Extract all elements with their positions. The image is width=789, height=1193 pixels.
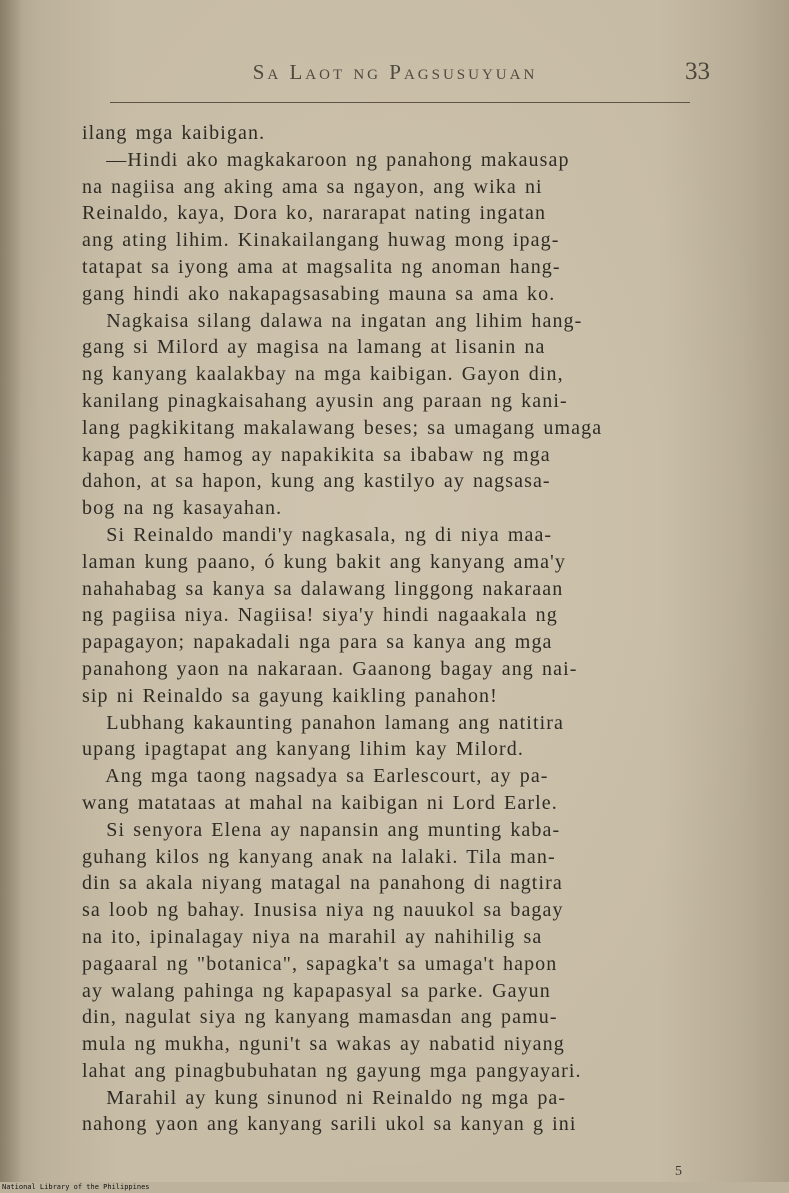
text-line: —Hindi ako magkakaroon ng panahong makausap	[82, 148, 570, 171]
signature-mark: 5	[675, 1164, 682, 1179]
text-line: upang ipagtapat ang kanyang lihim kay Milord.	[82, 738, 524, 761]
text-line: Si Reinaldo mandi'y nagkasala, ng di niya maa-	[82, 523, 553, 546]
text-line: guhang kilos ng kanyang anak na lalaki. Tila man-	[82, 845, 556, 868]
text-line: na ito, ipinalagay niya na marahil ay nahihilig sa	[82, 925, 543, 948]
text-line: nahahabag sa kanya sa dalawang linggong nakaraan	[82, 577, 564, 600]
text-line: dahon, at sa hapon, kung ang kastilyo ay nagsasa-	[82, 470, 551, 493]
text-line: mula ng mukha, nguni't sa wakas ay nabatid niyang	[82, 1033, 565, 1056]
text-line: ay walang pahinga ng kapapasyal sa parke. Gayun	[82, 979, 551, 1002]
text-line: Lubhang kakaunting panahon lamang ang natitira	[82, 711, 564, 734]
text-line: kanilang pinagkaisahang ayusin ang paraan ng kani-	[82, 389, 568, 412]
text-line: din sa akala niyang matagal na panahong di nagtira	[82, 872, 563, 895]
text-line: wang matataas at mahal na kaibigan ni Lord Earle.	[82, 791, 558, 814]
text-line: panahong yaon na nakaraan. Gaanong bagay ang nai-	[82, 657, 578, 680]
text-line: ilang mga kaibigan.	[82, 122, 266, 144]
text-line: tatapat sa iyong ama at magsalita ng anoman hang-	[82, 255, 561, 278]
text-line: Si senyora Elena ay napansin ang munting kaba-	[82, 818, 561, 841]
text-line: bog na ng kasayahan.	[82, 497, 283, 520]
text-line: sa loob ng bahay. Inusisa niya ng nauukol sa bagay	[82, 899, 564, 922]
text-line: ng pagiisa niya. Nagiisa! siya'y hindi nagaakala ng	[82, 604, 558, 627]
binding-shadow	[0, 0, 22, 1182]
body-text	[82, 120, 712, 1138]
text-line: gang hindi ako nakapagsasabing mauna sa ama ko.	[82, 282, 556, 305]
text-line: Marahil ay kung sinunod ni Reinaldo ng mga pa-	[82, 1086, 567, 1109]
text-line: nahong yaon ang kanyang sarili ukol sa kanyan g ini	[82, 1113, 577, 1136]
page-number: 33	[685, 58, 710, 85]
header-rule	[110, 102, 690, 103]
running-title: Sa Laot ng Pagsusuyuan	[252, 60, 538, 84]
text-line: papagayon; napakadali nga para sa kanya ang mga	[82, 631, 553, 654]
text-line: lahat ang pinagbubuhatan ng gayung mga pangyayari.	[82, 1059, 582, 1082]
text-line: lang pagkikitang makalawang beses; sa umagang umaga	[82, 416, 603, 439]
text-line: kapag ang hamog ay napakikita sa ibabaw ng mga	[82, 443, 551, 466]
page-header	[80, 58, 710, 94]
text-line: Reinaldo, kaya, Dora ko, nararapat nating ingatan	[82, 202, 547, 225]
text-line: sip ni Reinaldo sa gayung kaikling panahon!	[82, 684, 498, 707]
text-line: laman kung paano, ó kung bakit ang kanyang ama'y	[82, 550, 566, 573]
text-line: pagaaral ng "botanica", sapagka't sa umaga't hapon	[82, 952, 558, 975]
text-line: na nagiisa ang aking ama sa ngayon, ang wika ni	[82, 175, 543, 198]
text-line: ng kanyang kaalakbay na mga kaibigan. Gayon din,	[82, 363, 564, 386]
footer-credit: National Library of the Philippines	[2, 1183, 150, 1191]
text-line: Nagkaisa silang dalawa na ingatan ang lihim hang-	[82, 309, 583, 332]
text-line: din, nagulat siya ng kanyang mamasdan ang pamu-	[82, 1006, 558, 1029]
text-line: Ang mga taong nagsadya sa Earlescourt, ay pa-	[82, 765, 549, 788]
text-line: ang ating lihim. Kinakailangang huwag mong ipag-	[82, 229, 560, 252]
text-line: gang si Milord ay magisa na lamang at lisanin na	[82, 336, 546, 359]
